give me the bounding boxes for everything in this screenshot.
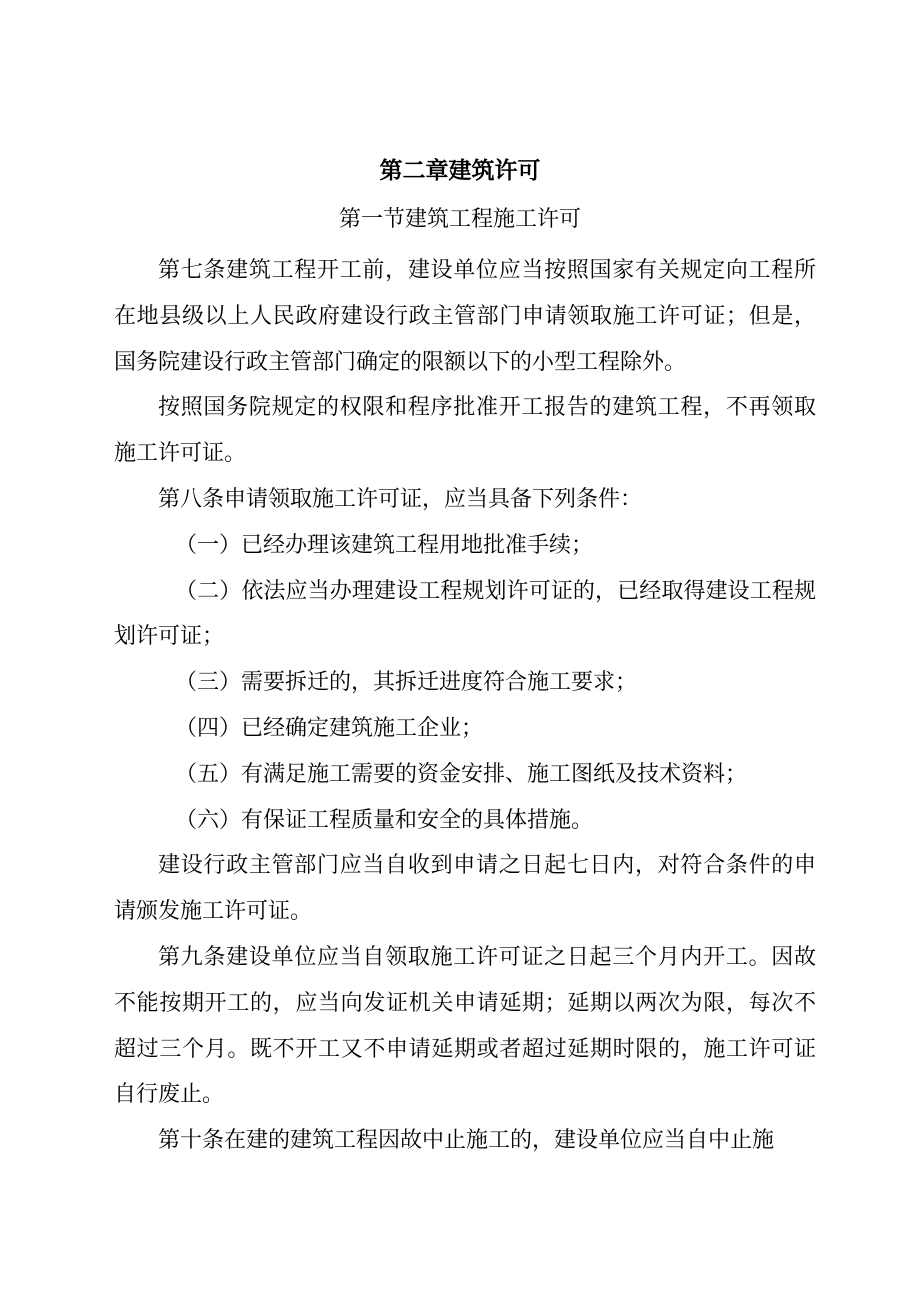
condition-item-1: （一）已经办理该建筑工程用地批准手续； [175, 532, 594, 558]
article-8-paragraph: 第八条申请领取施工许可证，应当具备下列条件： [158, 486, 643, 512]
document-body [114, 248, 816, 1164]
condition-item-3: （三）需要拆迁的，其拆迁进度符合施工要求； [175, 670, 638, 696]
condition-item-4: （四）已经确定建筑施工企业； [175, 715, 484, 741]
chapter-title: 第二章建筑许可 [379, 158, 541, 184]
condition-item-5: （五）有满足施工需要的资金安排、施工图纸及技术资料； [175, 761, 748, 787]
condition-item-6: （六）有保证工程质量和安全的具体措施。 [175, 807, 594, 833]
article-9-paragraph: 第九条建设单位应当自领取施工许可证之日起三个月内开工。因故不能按期开工的，应当向发证机关申请延期；延期以两次为限，每次不超过三个月。既不开工又不申请延期或者超过延期时限的，施工许可证自行废止。 [114, 944, 816, 1108]
article-7-paragraph: 第七条建筑工程开工前，建设单位应当按照国家有关规定向工程所在地县级以上人民政府建设行政主管部门申请领取施工许可证；但是，国务院建设行政主管部门确定的限额以下的小型工程除外。 [114, 258, 816, 375]
article-7-note-paragraph: 按照国务院规定的权限和程序批准开工报告的建筑工程，不再领取施工许可证。 [114, 395, 816, 467]
approval-paragraph: 建设行政主管部门应当自收到申请之日起七日内，对符合条件的申请颁发施工许可证。 [114, 853, 816, 925]
section-title: 第一节建筑工程施工许可 [338, 207, 581, 232]
article-10-paragraph: 第十条在建的建筑工程因故中止施工的，建设单位应当自中止施 [158, 1128, 775, 1154]
condition-item-2: （二）依法应当办理建设工程规划许可证的，已经取得建设工程规划许可证； [114, 578, 816, 650]
